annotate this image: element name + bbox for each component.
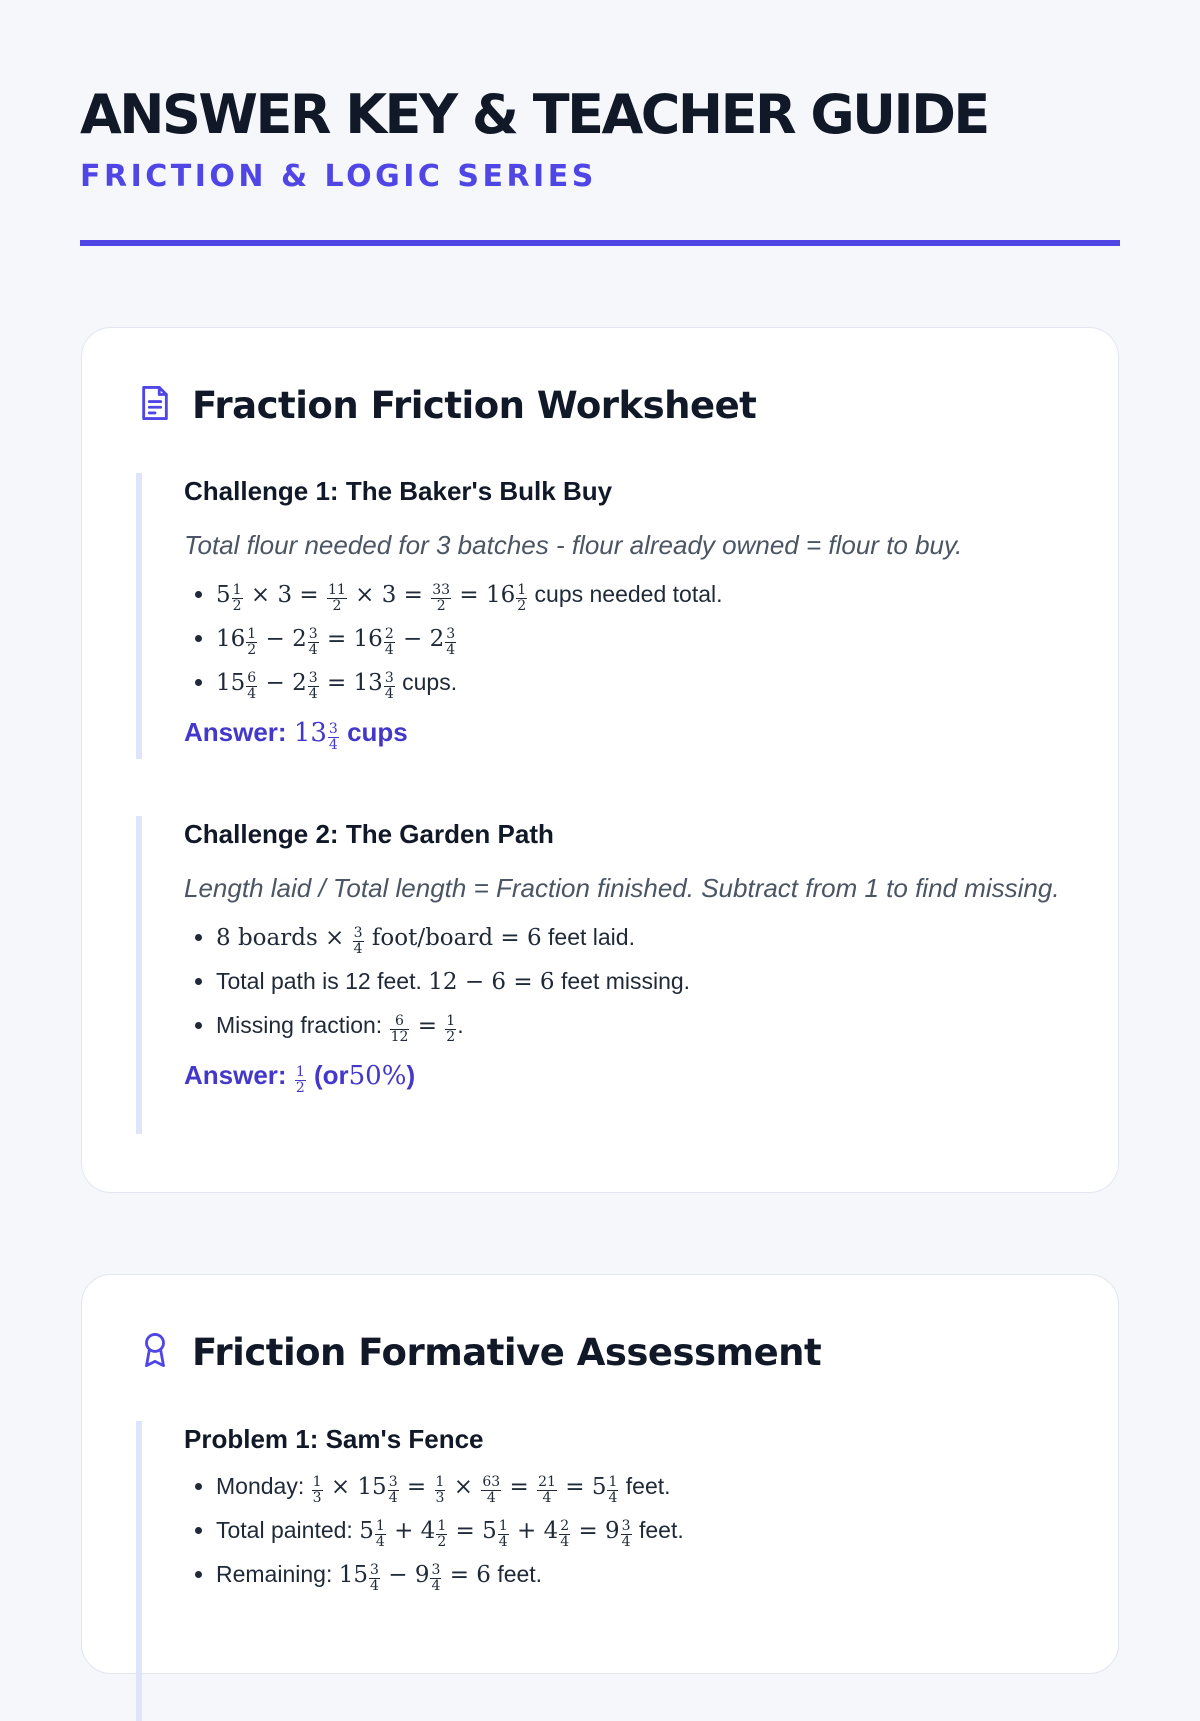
step-text: feet laid. xyxy=(548,924,635,950)
step-math: 12 − 6 = 6 xyxy=(428,969,555,995)
step-math: 8 boards × $\frac{3}{4}$ foot/board = 6 xyxy=(216,924,542,957)
answer-line xyxy=(184,709,1068,756)
answer-unit: cups xyxy=(347,717,408,747)
answer-extra: (or xyxy=(313,1060,349,1090)
step-math: 16 $\frac{1}{2}$ − 2 $\frac{3}{4}$ = 16 $\frac{2}{4}$ − 2 $\frac{3}{4}$ xyxy=(216,625,456,658)
step-prefix: Monday: xyxy=(216,1473,305,1499)
worksheet-card xyxy=(81,327,1119,1193)
answer-label: Answer: xyxy=(184,717,287,747)
page-header xyxy=(80,80,1120,196)
challenge-title: Challenge 2: The Garden Path xyxy=(184,819,554,849)
step-prefix: Total painted: xyxy=(216,1517,353,1543)
card-title: Friction Formative Assessment xyxy=(192,1331,822,1374)
step-item xyxy=(216,573,1068,617)
card-header xyxy=(138,384,756,427)
step-math: 5 $\frac{1}{2}$ × 3 = $\frac{11}{2}$ × 3 = $\frac{33}{2}$ = 16 $\frac{1}{2}$ xyxy=(216,581,527,614)
step-prefix: Missing fraction: xyxy=(216,1012,383,1038)
page-subtitle: FRICTION & LOGIC SERIES xyxy=(80,159,597,194)
step-text: feet. xyxy=(497,1561,543,1587)
problem-title: Problem 1: Sam's Fence xyxy=(184,1424,484,1454)
step-math: 5 $\frac{1}{4}$ + 4 $\frac{1}{2}$ = 5 $\frac{1}{4}$ + 4 $\frac{2}{4}$ = 9 $\frac{3}{4}$ xyxy=(359,1517,631,1550)
challenge-block xyxy=(136,473,1068,759)
step-text: feet. xyxy=(638,1517,684,1543)
challenge-title: Challenge 1: The Baker's Bulk Buy xyxy=(184,476,613,506)
assessment-card xyxy=(81,1274,1119,1674)
answer-value: 13 $\frac{3}{4}$ xyxy=(293,718,338,753)
challenge-block xyxy=(136,816,1068,1134)
step-item xyxy=(216,916,1068,960)
step-math: 15 $\frac{3}{4}$ − 9 $\frac{3}{4}$ = 6 xyxy=(338,1561,491,1594)
step-item xyxy=(216,661,1068,705)
step-math: 15 $\frac{6}{4}$ − 2 $\frac{3}{4}$ = 13 $\frac{3}{4}$ xyxy=(216,669,394,702)
step-text: feet. xyxy=(625,1473,671,1499)
step-text: cups needed total. xyxy=(534,581,723,607)
step-list xyxy=(184,1465,1068,1597)
step-list xyxy=(184,573,1068,705)
step-prefix: Total path is 12 feet. xyxy=(216,968,422,994)
step-text: . xyxy=(457,1012,464,1038)
step-prefix: Remaining: xyxy=(216,1561,333,1587)
step-item xyxy=(216,1509,1068,1553)
answer-value: $\frac{1}{2}$ xyxy=(295,1063,305,1096)
step-text: cups. xyxy=(402,669,458,695)
answer-line xyxy=(184,1052,1068,1099)
step-text: feet missing. xyxy=(560,968,691,994)
answer-label: Answer: xyxy=(184,1060,287,1090)
card-header xyxy=(138,1331,821,1374)
step-item xyxy=(216,617,1068,661)
award-ribbon-icon xyxy=(138,1331,172,1374)
problem-block xyxy=(136,1421,1068,1721)
step-math: $\frac{1}{3}$ × 15 $\frac{3}{4}$ = $\frac{1}{3}$ × $\frac{63}{4}$ = $\frac{21}{4}$ = 5 $\frac{1}{4}$ xyxy=(312,1473,618,1506)
step-math: $\frac{6}{12}$ = $\frac{1}{2}$ xyxy=(390,1012,456,1045)
answer-extra-value: 50% xyxy=(348,1061,407,1091)
challenge-hint: Total flour needed for 3 batches - flour already owned = flour to buy. xyxy=(184,530,963,560)
header-divider xyxy=(80,240,1120,246)
answer-extra-close: ) xyxy=(406,1060,416,1090)
step-item xyxy=(216,1004,1068,1048)
step-item xyxy=(216,1465,1068,1509)
challenge-hint: Length laid / Total length = Fraction finished. Subtract from 1 to find missing. xyxy=(184,873,1060,903)
card-title: Fraction Friction Worksheet xyxy=(192,384,757,427)
page-title: ANSWER KEY & TEACHER GUIDE xyxy=(80,83,988,146)
step-item xyxy=(216,960,1068,1004)
step-item xyxy=(216,1553,1068,1597)
step-list xyxy=(184,916,1068,1048)
document-icon xyxy=(138,384,172,427)
